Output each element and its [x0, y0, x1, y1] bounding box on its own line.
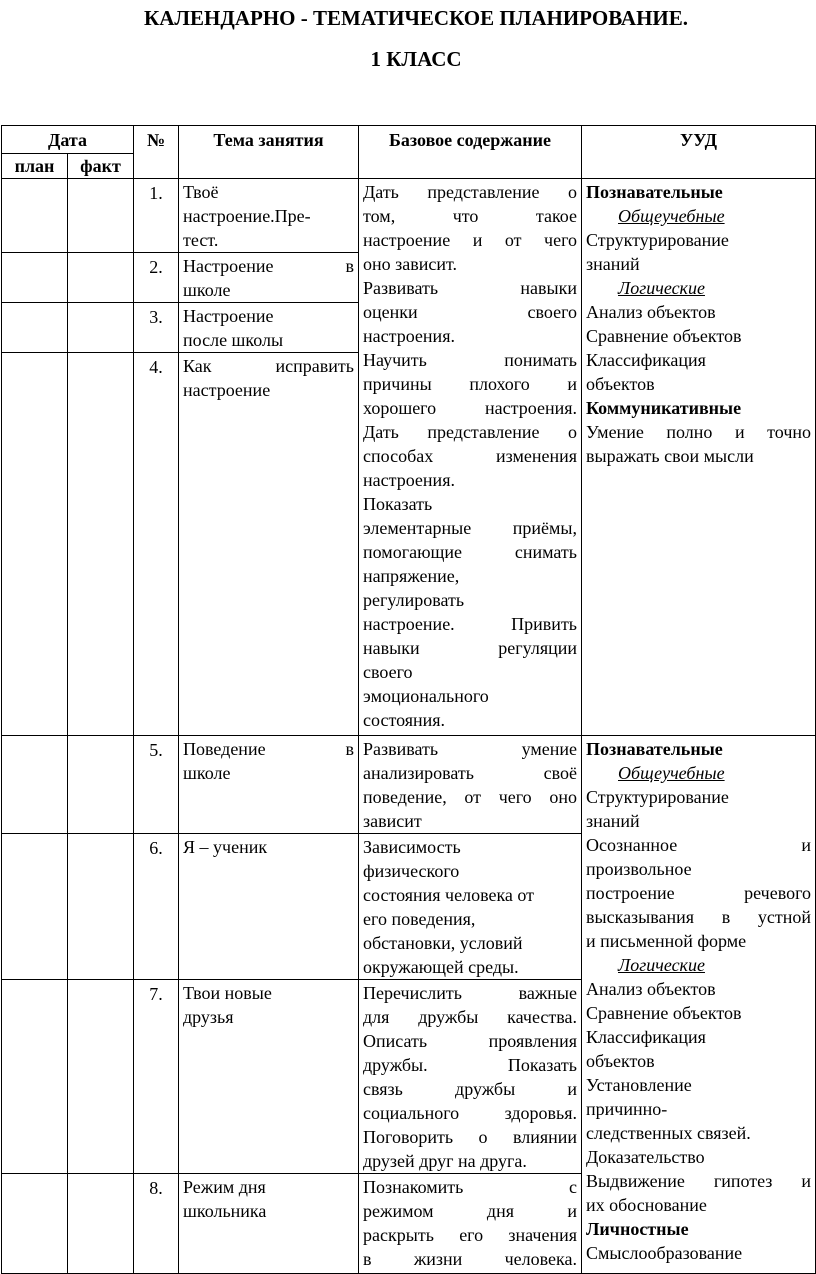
- header-date: Дата: [2, 126, 134, 154]
- plan-cell: [2, 253, 68, 303]
- header-plan: план: [2, 154, 68, 179]
- topic-cell: Я – ученик: [179, 834, 359, 980]
- fact-cell: [68, 834, 134, 980]
- plan-cell: [2, 834, 68, 980]
- topic-cell: Твои новые друзья: [179, 980, 359, 1174]
- content-cell: Познакомить с режимом дня и раскрыть его значения в жизни человека.: [359, 1174, 582, 1274]
- topic-cell: Режим дня школьника: [179, 1174, 359, 1274]
- row-number: 4.: [134, 353, 179, 736]
- fact-cell: [68, 1174, 134, 1274]
- plan-cell: [2, 736, 68, 834]
- plan-cell: [2, 303, 68, 353]
- fact-cell: [68, 980, 134, 1174]
- header-num: №: [134, 126, 179, 179]
- content-cell: Дать представление о том, что такое настроение и от чего оно зависит. Развивать навыки оценки своего настроения. Научить понимать причины плохого и хорошего настроения. Дать представление о способах изменения настроения. Показать элементарные приёмы, помогающие снимать напряжение, регулировать настроение. Привить навыки регуляции своего эмоционального состояния.: [359, 179, 582, 736]
- row-number: 5.: [134, 736, 179, 834]
- content-cell: Зависимость физического состояния человека от его поведения, обстановки, условий окружающей среды.: [359, 834, 582, 980]
- row-number: 7.: [134, 980, 179, 1174]
- topic-cell: Как исправить настроение: [179, 353, 359, 736]
- header-uud: УУД: [582, 126, 816, 179]
- topic-cell: Твоё настроение.Пре- тест.: [179, 179, 359, 253]
- topic-cell: Настроение в школе: [179, 253, 359, 303]
- page-title: КАЛЕНДАРНО - ТЕМАТИЧЕСКОЕ ПЛАНИРОВАНИЕ.: [144, 6, 688, 30]
- header-content: Базовое содержание: [359, 126, 582, 179]
- header-topic: Тема занятия: [179, 126, 359, 179]
- page-subtitle: 1 КЛАСС: [370, 47, 462, 71]
- fact-cell: [68, 303, 134, 353]
- planning-table: [1, 125, 816, 1274]
- uud-cell: Познавательные Общеучебные Структурирование знаний Осознанное и произвольное построение речевого высказывания в устной и письменной форме Логические Анализ объектов Сравнение объектов Классификация объектов Установление причинно- следственных связей. Доказательство Выдвижение гипотез и их обоснование Личностные Смыслообразование: [582, 736, 816, 1274]
- table-row: [2, 179, 816, 253]
- row-number: 6.: [134, 834, 179, 980]
- fact-cell: [68, 253, 134, 303]
- plan-cell: [2, 353, 68, 736]
- row-number: 8.: [134, 1174, 179, 1274]
- plan-cell: [2, 980, 68, 1174]
- plan-cell: [2, 1174, 68, 1274]
- topic-cell: Поведение в школе: [179, 736, 359, 834]
- row-number: 1.: [134, 179, 179, 253]
- topic-cell: Настроение после школы: [179, 303, 359, 353]
- content-cell: Перечислить важные для дружбы качества. Описать проявления дружбы. Показать связь дружбы и социального здоровья. Поговорить о влиянии друзей друг на друга.: [359, 980, 582, 1174]
- uud-cell: Познавательные Общеучебные Структурирование знаний Логические Анализ объектов Сравнение объектов Классификация объектов Коммуникативные Умение полно и точно выражать свои мысли: [582, 179, 816, 736]
- fact-cell: [68, 353, 134, 736]
- table-row: [2, 736, 816, 834]
- row-number: 3.: [134, 303, 179, 353]
- fact-cell: [68, 179, 134, 253]
- content-cell: Развивать умение анализировать своё поведение, от чего оно зависит: [359, 736, 582, 834]
- header-fact: факт: [68, 154, 134, 179]
- row-number: 2.: [134, 253, 179, 303]
- plan-cell: [2, 179, 68, 253]
- fact-cell: [68, 736, 134, 834]
